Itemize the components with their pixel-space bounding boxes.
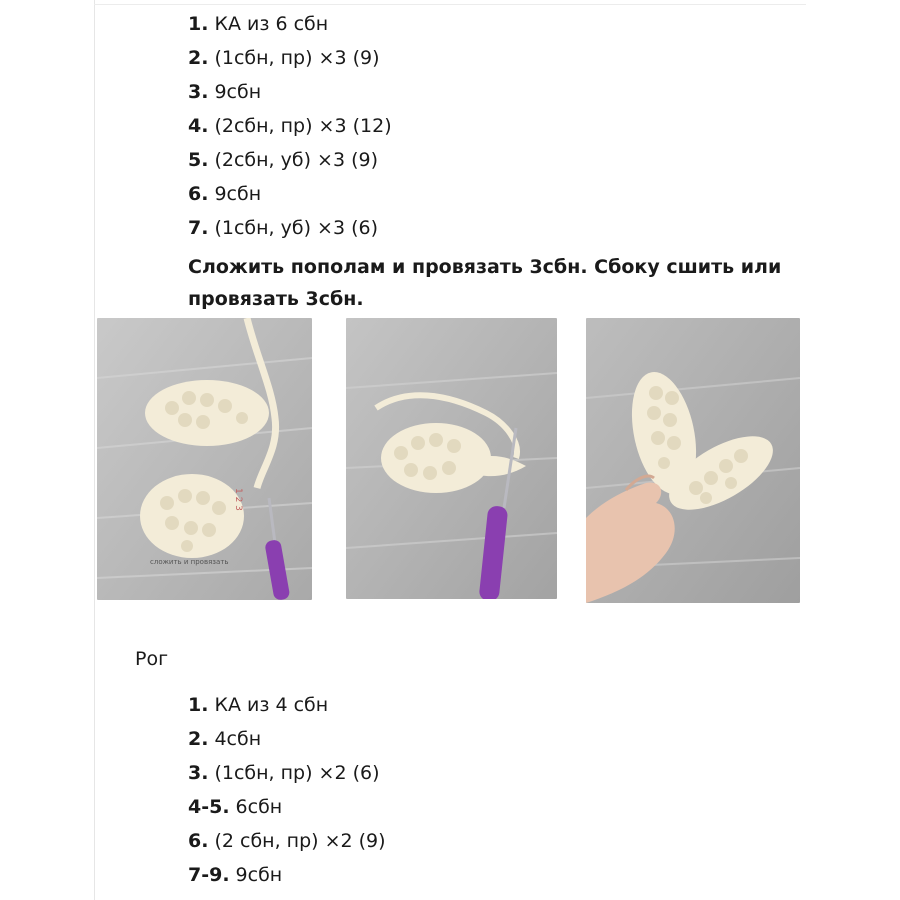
step-number: 1. — [188, 13, 209, 35]
list-item — [188, 756, 386, 790]
photo-ears-folded — [97, 318, 312, 600]
list-item — [188, 790, 386, 824]
step-text: (1сбн, уб) ×3 (6) — [214, 217, 378, 239]
step-text: 6сбн — [235, 796, 283, 818]
step-text: (2сбн, уб) ×3 (9) — [214, 149, 378, 171]
step-number: 7. — [188, 217, 209, 239]
list-item — [188, 143, 392, 177]
step-number: 5. — [188, 149, 209, 171]
step-number: 6. — [188, 183, 209, 205]
step-text: (1сбн, пр) ×3 (9) — [214, 47, 380, 69]
list-item — [188, 75, 392, 109]
step-text: (1сбн, пр) ×2 (6) — [214, 762, 380, 784]
ear-instructions-list — [188, 7, 392, 245]
list-item — [188, 109, 392, 143]
list-item — [188, 824, 386, 858]
step-text: 9сбн — [214, 183, 262, 205]
photo-mark: 1 2 3 — [233, 488, 243, 511]
photo-hand-holding-ears — [586, 318, 800, 603]
step-number: 3. — [188, 762, 209, 784]
step-text: КА из 6 сбн — [214, 13, 329, 35]
step-text: КА из 4 сбн — [214, 694, 329, 716]
page-top-border — [94, 4, 806, 5]
step-text: (2 сбн, пр) ×2 (9) — [214, 830, 386, 852]
step-text: (2сбн, пр) ×3 (12) — [214, 115, 392, 137]
step-text: 4сбн — [214, 728, 262, 750]
list-item — [188, 722, 386, 756]
list-item — [188, 858, 386, 892]
list-item — [188, 211, 392, 245]
step-number: 6. — [188, 830, 209, 852]
section-title: Рог — [135, 648, 169, 670]
list-item — [188, 41, 392, 75]
photo-ear-with-hook — [346, 318, 557, 599]
step-text: 9сбн — [214, 81, 262, 103]
horn-instructions-list — [188, 688, 386, 892]
step-number: 4-5. — [188, 796, 230, 818]
step-text: 9сбн — [235, 864, 283, 886]
step-number: 2. — [188, 728, 209, 750]
list-item — [188, 7, 392, 41]
list-item — [188, 688, 386, 722]
step-number: 1. — [188, 694, 209, 716]
photo-caption: сложить и провязать — [150, 558, 229, 566]
step-number: 3. — [188, 81, 209, 103]
step-number: 4. — [188, 115, 209, 137]
list-item — [188, 177, 392, 211]
assembly-note: Сложить пополам и провязать 3сбн. Сбоку сшить или провязать 3сбн. — [188, 256, 782, 310]
page-left-border — [94, 0, 95, 900]
step-number: 2. — [188, 47, 209, 69]
step-number: 7-9. — [188, 864, 230, 886]
